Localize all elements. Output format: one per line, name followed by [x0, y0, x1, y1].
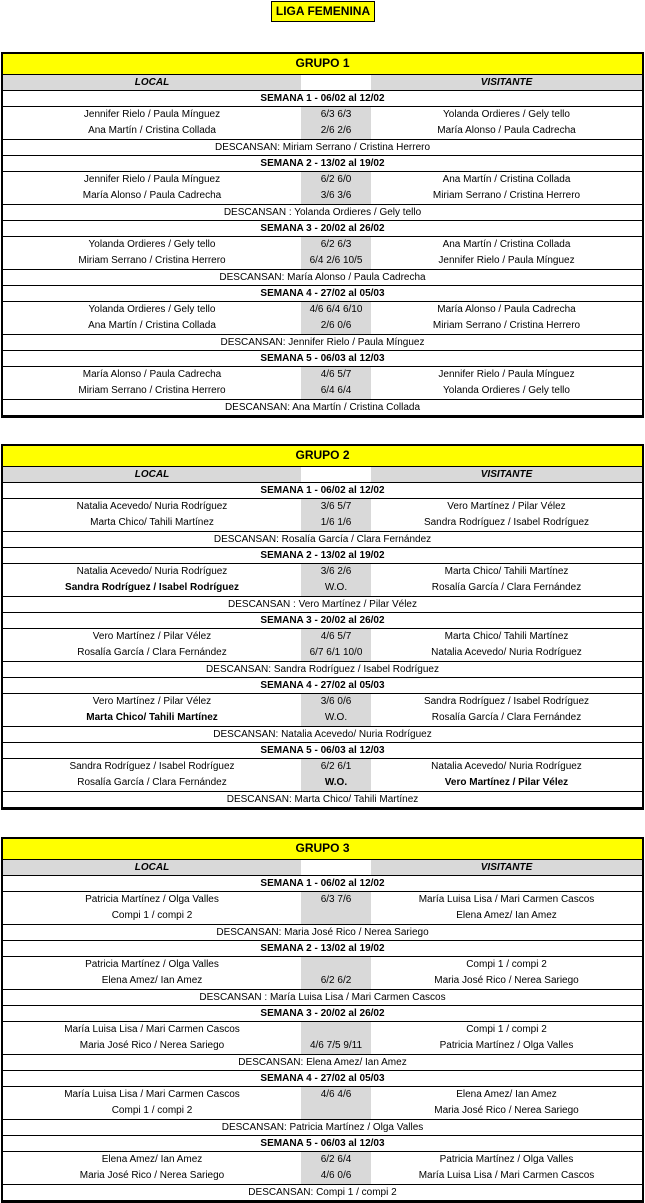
- resting-pair: DESCANSAN: Natalia Acevedo/ Nuria Rodríguez: [3, 726, 642, 743]
- match-row: [3, 973, 642, 989]
- match-row: [3, 1103, 642, 1119]
- week-header: SEMANA 5 - 06/03 al 12/03: [3, 1136, 642, 1152]
- match-score: 3/6 3/6: [301, 188, 371, 204]
- visitor-pair: Patricia Martínez / Olga Valles: [439, 1154, 574, 1165]
- resting-pair: DESCANSAN: Patricia Martínez / Olga Valles: [3, 1119, 642, 1136]
- visitor-pair: Maria José Rico / Nerea Sariego: [434, 1105, 579, 1116]
- match-score: [301, 1022, 371, 1038]
- visitor-pair: Elena Amez/ Ian Amez: [456, 910, 557, 921]
- match-score: W.O.: [301, 710, 371, 726]
- match-row: [3, 302, 642, 318]
- local-pair: Patricia Martínez / Olga Valles: [85, 959, 219, 970]
- visitor-pair: Compi 1 / compi 2: [466, 959, 547, 970]
- resting-pair: DESCANSAN : María Luisa Lisa / Mari Carmen Cascos: [3, 989, 642, 1006]
- match-row: [3, 188, 642, 204]
- local-column-header: LOCAL: [3, 467, 301, 482]
- week-header: SEMANA 3 - 20/02 al 26/02: [3, 221, 642, 237]
- visitor-pair: Rosalía García / Clara Fernández: [431, 712, 582, 723]
- score-column-header: [301, 860, 371, 875]
- match-score: 6/2 6/2: [301, 973, 371, 989]
- match-score: 4/6 6/4 6/10: [301, 302, 371, 318]
- local-pair: María Luisa Lisa / Mari Carmen Cascos: [64, 1024, 240, 1035]
- score-column-header: [301, 467, 371, 482]
- visitor-pair: María Luisa Lisa / Mari Carmen Cascos: [418, 1170, 595, 1181]
- visitor-pair: Miriam Serrano / Cristina Herrero: [432, 320, 581, 331]
- match-row: [3, 123, 642, 139]
- match-row: [3, 1087, 642, 1103]
- match-score: 6/2 6/1: [301, 759, 371, 775]
- match-row: [3, 383, 642, 399]
- local-pair: Vero Martínez / Pilar Vélez: [92, 696, 212, 707]
- local-pair: Maria José Rico / Nerea Sariego: [79, 1170, 225, 1181]
- match-score: 4/6 5/7: [301, 629, 371, 645]
- local-pair: Vero Martínez / Pilar Vélez: [92, 631, 212, 642]
- match-score: 6/7 6/1 10/0: [301, 645, 371, 661]
- match-row: [3, 237, 642, 253]
- match-score: 6/2 6/0: [301, 172, 371, 188]
- resting-pair: DESCANSAN : Vero Martínez / Pilar Vélez: [3, 596, 642, 613]
- match-row: [3, 564, 642, 580]
- local-pair: Compi 1 / compi 2: [111, 1105, 193, 1116]
- week-header: SEMANA 4 - 27/02 al 05/03: [3, 678, 642, 694]
- local-pair: Miriam Serrano / Cristina Herrero: [78, 385, 226, 396]
- local-pair: Rosalía García / Clara Fernández: [77, 647, 227, 658]
- local-pair: Maria José Rico / Nerea Sariego: [79, 1040, 225, 1051]
- local-pair: Natalia Acevedo/ Nuria Rodríguez: [76, 501, 228, 512]
- week-header: SEMANA 2 - 13/02 al 19/02: [3, 941, 642, 957]
- match-score: 6/3 7/6: [301, 892, 371, 908]
- group-title: GRUPO 3: [3, 839, 642, 860]
- week-header: SEMANA 3 - 20/02 al 26/02: [3, 1006, 642, 1022]
- visitor-pair: Compi 1 / compi 2: [466, 1024, 547, 1035]
- local-pair: Yolanda Ordieres / Gely tello: [88, 239, 216, 250]
- visitor-pair: Yolanda Ordieres / Gely tello: [443, 385, 570, 396]
- local-pair: Sandra Rodríguez / Isabel Rodríguez: [69, 761, 235, 772]
- match-row: [3, 629, 642, 645]
- local-column-header: LOCAL: [3, 75, 301, 90]
- match-score: 6/3 6/3: [301, 107, 371, 123]
- match-row: [3, 253, 642, 269]
- resting-pair: DESCANSAN: Marta Chico/ Tahili Martínez: [3, 791, 642, 808]
- column-header-row: [3, 467, 642, 483]
- match-score: W.O.: [301, 580, 371, 596]
- resting-pair: DESCANSAN : Yolanda Ordieres / Gely tello: [3, 204, 642, 221]
- match-score: 1/6 1/6: [301, 515, 371, 531]
- visitor-pair: Jennifer Rielo / Paula Mínguez: [438, 255, 575, 266]
- match-row: [3, 1022, 642, 1038]
- resting-pair: DESCANSAN: Sandra Rodríguez / Isabel Rodríguez: [3, 661, 642, 678]
- local-pair: Patricia Martínez / Olga Valles: [85, 894, 219, 905]
- local-pair: Elena Amez/ Ian Amez: [101, 975, 203, 986]
- local-pair: Yolanda Ordieres / Gely tello: [88, 304, 216, 315]
- visitor-pair: Jennifer Rielo / Paula Mínguez: [438, 369, 575, 380]
- visitor-pair: Natalia Acevedo/ Nuria Rodríguez: [431, 761, 582, 772]
- match-score: 4/6 5/7: [301, 367, 371, 383]
- week-header: SEMANA 4 - 27/02 al 05/03: [3, 286, 642, 302]
- visitor-pair: Ana Martín / Cristina Collada: [442, 174, 571, 185]
- resting-pair: DESCANSAN: Elena Amez/ Ian Amez: [3, 1054, 642, 1071]
- match-row: [3, 645, 642, 661]
- match-score: 6/4 2/6 10/5: [301, 253, 371, 269]
- visitor-pair: Rosalía García / Clara Fernández: [431, 582, 582, 593]
- local-pair: Ana Martín / Cristina Collada: [88, 125, 216, 136]
- match-row: [3, 1038, 642, 1054]
- local-pair: María Alonso / Paula Cadrecha: [82, 190, 222, 201]
- resting-pair: DESCANSAN: Compi 1 / compi 2: [3, 1184, 642, 1201]
- resting-pair: DESCANSAN: Ana Martín / Cristina Collada: [3, 399, 642, 416]
- local-pair: Jennifer Rielo / Paula Mínguez: [83, 109, 221, 120]
- match-score: [301, 1103, 371, 1119]
- score-column-header: [301, 75, 371, 90]
- match-score: W.O.: [301, 775, 371, 791]
- visitor-pair: Yolanda Ordieres / Gely tello: [443, 109, 570, 120]
- local-pair: María Luisa Lisa / Mari Carmen Cascos: [64, 1089, 240, 1100]
- match-score: 6/2 6/3: [301, 237, 371, 253]
- match-score: 4/6 0/6: [301, 1168, 371, 1184]
- match-score: 2/6 2/6: [301, 123, 371, 139]
- match-score: 2/6 0/6: [301, 318, 371, 334]
- match-row: [3, 775, 642, 791]
- column-header-row: [3, 860, 642, 876]
- group-table: [1, 52, 644, 418]
- week-header: SEMANA 5 - 06/03 al 12/03: [3, 351, 642, 367]
- resting-pair: DESCANSAN: Jennifer Rielo / Paula Mínguez: [3, 334, 642, 351]
- visitor-pair: Sandra Rodríguez / Isabel Rodríguez: [423, 517, 590, 528]
- week-header: SEMANA 2 - 13/02 al 19/02: [3, 156, 642, 172]
- visitor-pair: Patricia Martínez / Olga Valles: [439, 1040, 574, 1051]
- week-header: SEMANA 1 - 06/02 al 12/02: [3, 876, 642, 892]
- visitor-pair: María Alonso / Paula Cadrecha: [437, 304, 576, 315]
- group-title: GRUPO 2: [3, 446, 642, 467]
- match-row: [3, 694, 642, 710]
- visitor-pair: María Alonso / Paula Cadrecha: [437, 125, 576, 136]
- local-pair: María Alonso / Paula Cadrecha: [82, 369, 222, 380]
- visitor-pair: Elena Amez/ Ian Amez: [456, 1089, 557, 1100]
- match-score: 3/6 5/7: [301, 499, 371, 515]
- local-pair: Ana Martín / Cristina Collada: [88, 320, 216, 331]
- match-row: [3, 908, 642, 924]
- week-header: SEMANA 3 - 20/02 al 26/02: [3, 613, 642, 629]
- match-score: 4/6 4/6: [301, 1087, 371, 1103]
- local-pair: Miriam Serrano / Cristina Herrero: [78, 255, 226, 266]
- match-row: [3, 1152, 642, 1168]
- column-header-row: [3, 75, 642, 91]
- local-pair: Compi 1 / compi 2: [111, 910, 193, 921]
- match-score: 3/6 2/6: [301, 564, 371, 580]
- visitor-pair: María Luisa Lisa / Mari Carmen Cascos: [418, 894, 595, 905]
- week-header: SEMANA 1 - 06/02 al 12/02: [3, 483, 642, 499]
- match-row: [3, 318, 642, 334]
- visitor-column-header: VISITANTE: [371, 75, 642, 90]
- visitor-pair: Natalia Acevedo/ Nuria Rodríguez: [431, 647, 582, 658]
- local-pair: Rosalía García / Clara Fernández: [77, 777, 227, 788]
- match-row: [3, 515, 642, 531]
- local-pair: Elena Amez/ Ian Amez: [101, 1154, 203, 1165]
- visitor-column-header: VISITANTE: [371, 467, 642, 482]
- league-title: LIGA FEMENINA: [271, 1, 375, 22]
- week-header: SEMANA 1 - 06/02 al 12/02: [3, 91, 642, 107]
- week-header: SEMANA 2 - 13/02 al 19/02: [3, 548, 642, 564]
- match-score: 6/2 6/4: [301, 1152, 371, 1168]
- match-row: [3, 172, 642, 188]
- match-row: [3, 499, 642, 515]
- resting-pair: DESCANSAN: María Alonso / Paula Cadrecha: [3, 269, 642, 286]
- local-pair: Jennifer Rielo / Paula Mínguez: [83, 174, 221, 185]
- visitor-pair: Marta Chico/ Tahili Martínez: [444, 566, 569, 577]
- local-pair: Natalia Acevedo/ Nuria Rodríguez: [76, 566, 228, 577]
- week-header: SEMANA 5 - 06/03 al 12/03: [3, 743, 642, 759]
- visitor-pair: Maria José Rico / Nerea Sariego: [434, 975, 579, 986]
- match-score: 3/6 0/6: [301, 694, 371, 710]
- visitor-pair: Ana Martín / Cristina Collada: [442, 239, 571, 250]
- match-row: [3, 892, 642, 908]
- week-header: SEMANA 4 - 27/02 al 05/03: [3, 1071, 642, 1087]
- match-score: [301, 908, 371, 924]
- match-score: 6/4 6/4: [301, 383, 371, 399]
- local-pair: Sandra Rodríguez / Isabel Rodríguez: [65, 582, 239, 593]
- group-table: [1, 837, 644, 1203]
- match-row: [3, 580, 642, 596]
- visitor-pair: Marta Chico/ Tahili Martínez: [444, 631, 569, 642]
- visitor-pair: Vero Martínez / Pilar Vélez: [444, 777, 569, 788]
- match-score: 4/6 7/5 9/11: [301, 1038, 371, 1054]
- resting-pair: DESCANSAN: Miriam Serrano / Cristina Herrero: [3, 139, 642, 156]
- resting-pair: DESCANSAN: Rosalía García / Clara Fernández: [3, 531, 642, 548]
- visitor-pair: Miriam Serrano / Cristina Herrero: [432, 190, 581, 201]
- visitor-pair: Sandra Rodríguez / Isabel Rodríguez: [423, 696, 590, 707]
- match-score: [301, 957, 371, 973]
- local-pair: Marta Chico/ Tahili Martínez: [86, 712, 218, 723]
- visitor-pair: Vero Martínez / Pilar Vélez: [447, 501, 566, 512]
- visitor-column-header: VISITANTE: [371, 860, 642, 875]
- match-row: [3, 957, 642, 973]
- match-row: [3, 107, 642, 123]
- resting-pair: DESCANSAN: Maria José Rico / Nerea Sariego: [3, 924, 642, 941]
- match-row: [3, 367, 642, 383]
- local-pair: Marta Chico/ Tahili Martínez: [90, 517, 214, 528]
- local-column-header: LOCAL: [3, 860, 301, 875]
- match-row: [3, 759, 642, 775]
- group-title: GRUPO 1: [3, 54, 642, 75]
- match-row: [3, 1168, 642, 1184]
- match-row: [3, 710, 642, 726]
- group-table: [1, 444, 644, 810]
